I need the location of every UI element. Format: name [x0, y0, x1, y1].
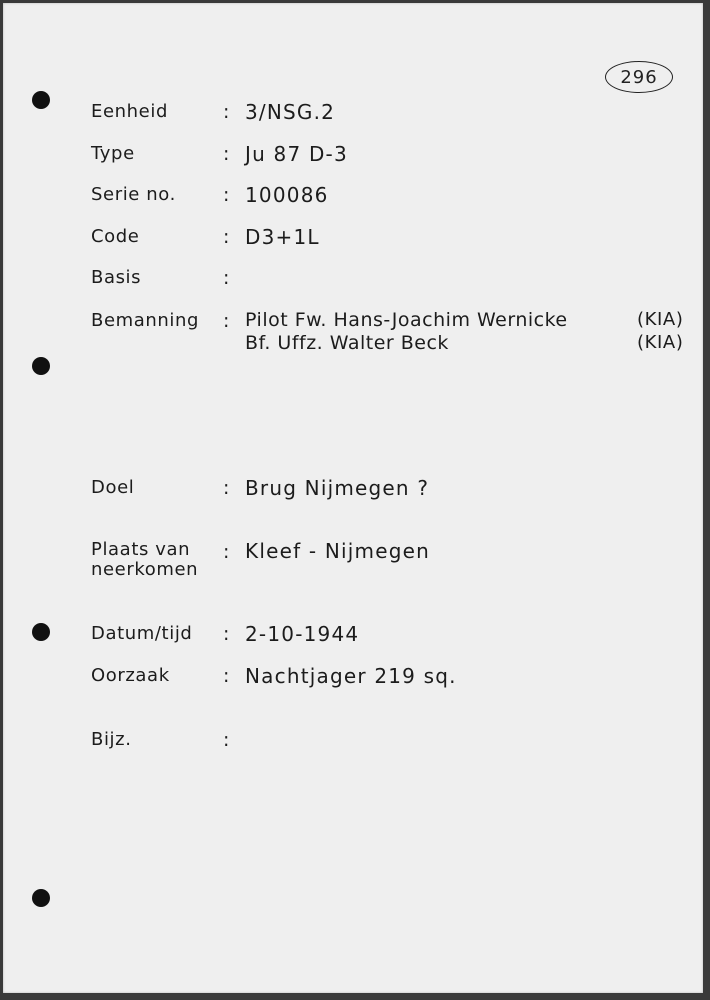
crew-member-name: Pilot Fw. Hans-Joachim Wernicke [245, 309, 568, 331]
reference-number: 296 [605, 61, 673, 93]
field-label-code: Code [91, 226, 140, 247]
field-label-type: Type [91, 143, 135, 164]
field-value-serie: 100086 [245, 183, 329, 207]
punch-hole [32, 357, 50, 375]
field-value-type: Ju 87 D-3 [245, 142, 348, 166]
field-label-oorzaak: Oorzaak [91, 665, 170, 686]
field-colon: : [223, 623, 230, 645]
field-value-code: D3+1L [245, 225, 320, 249]
field-label-plaats-line1: Plaats van [91, 539, 191, 560]
field-label-doel: Doel [91, 477, 135, 498]
field-colon: : [223, 101, 230, 123]
punch-hole [32, 91, 50, 109]
document-page [3, 3, 703, 993]
field-label-bemanning: Bemanning [91, 310, 200, 331]
field-colon: : [223, 226, 230, 248]
field-colon: : [223, 184, 230, 206]
field-value-plaats: Kleef - Nijmegen [245, 539, 430, 563]
field-label-bijz: Bijz. [91, 729, 132, 750]
field-colon: : [223, 665, 230, 687]
field-label-plaats-line2: neerkomen [91, 559, 199, 580]
field-label-datum: Datum/tijd [91, 623, 193, 644]
field-value-eenheid: 3/NSG.2 [245, 100, 336, 124]
crew-member-name: Bf. Uffz. Walter Beck [245, 332, 449, 354]
field-colon: : [223, 477, 230, 499]
field-colon: : [223, 267, 230, 289]
punch-hole [32, 623, 50, 641]
field-colon: : [223, 541, 230, 563]
punch-hole [32, 889, 50, 907]
field-label-basis: Basis [91, 267, 142, 288]
field-colon: : [223, 310, 230, 332]
crew-member-status: (KIA) [637, 309, 684, 330]
field-label-eenheid: Eenheid [91, 101, 168, 122]
field-value-doel: Brug Nijmegen ? [245, 476, 430, 500]
field-value-oorzaak: Nachtjager 219 sq. [245, 664, 457, 688]
field-colon: : [223, 143, 230, 165]
field-colon: : [223, 729, 230, 751]
field-label-plaats [91, 540, 198, 580]
field-label-serie: Serie no. [91, 184, 176, 205]
field-value-datum: 2-10-1944 [245, 622, 360, 646]
crew-member-status: (KIA) [637, 332, 684, 353]
